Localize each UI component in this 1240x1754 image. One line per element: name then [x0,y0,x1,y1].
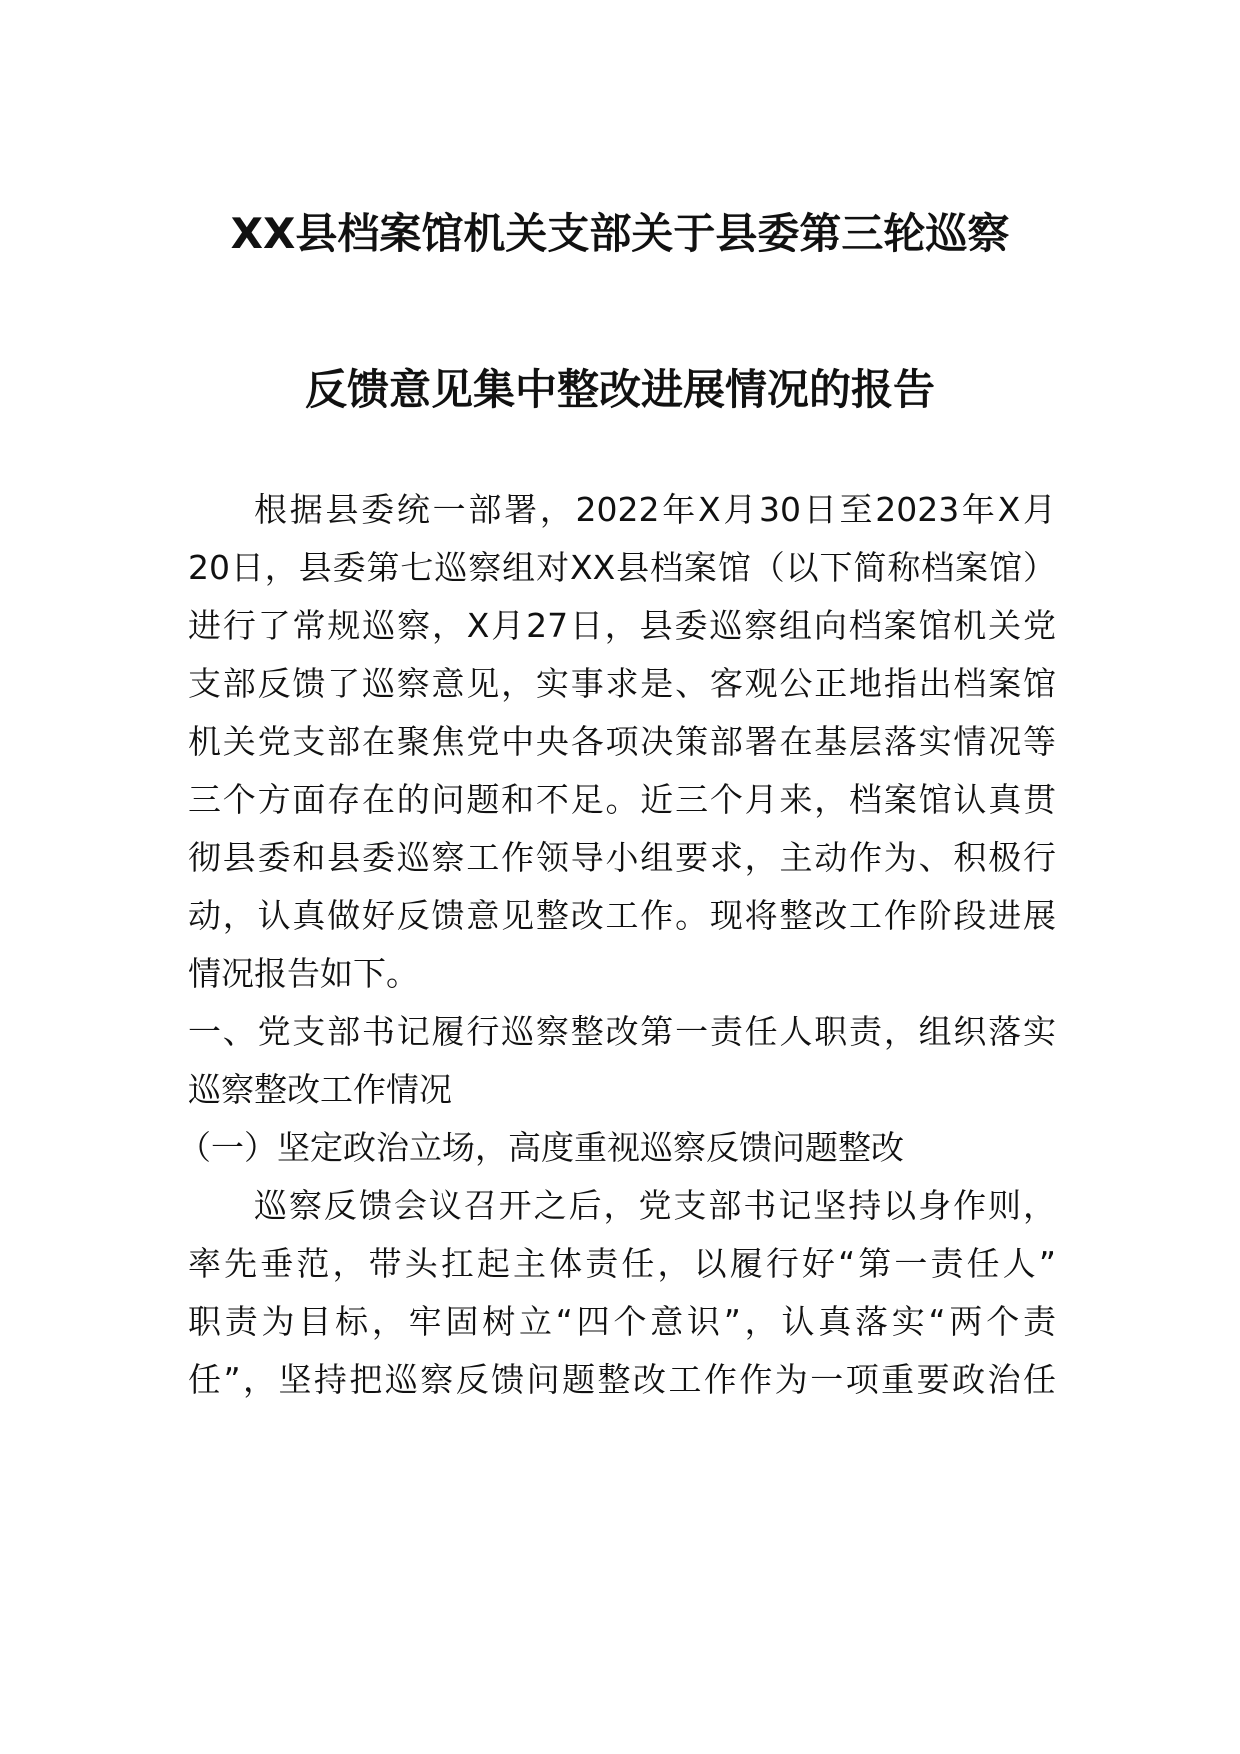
body-line: 任”，坚持把巡察反馈问题整改工作作为一项重要政治任 [188,1360,1056,1399]
body-line: 进行了常规巡察，X月27日，县委巡察组向档案馆机关党 [188,606,1056,645]
body-line: 情况报告如下。 [188,954,419,993]
body-line: 机关党支部在聚焦党中央各项决策部署在基层落实情况等 [188,722,1056,761]
body-line: 20日，县委第七巡察组对XX县档案馆（以下简称档案馆） [188,548,1056,587]
body-line: 根据县委统一部署，2022年X月30日至2023年X月 [254,490,1056,529]
body-line: 彻县委和县委巡察工作领导小组要求，主动作为、积极行 [188,838,1056,877]
body-line: 率先垂范，带头扛起主体责任，以履行好“第一责任人” [188,1244,1056,1283]
body-line: 巡察反馈会议召开之后，党支部书记坚持以身作则， [254,1186,1056,1225]
body-line: 支部反馈了巡察意见，实事求是、客观公正地指出档案馆 [188,664,1056,703]
section-heading-line: 一、党支部书记履行巡察整改第一责任人职责，组织落实 [188,1012,1056,1051]
document-title-line-1: XX县档案馆机关支部关于县委第三轮巡察 [230,209,1010,258]
document-title-line-2: 反馈意见集中整改进展情况的报告 [304,365,935,414]
body-line: 三个方面存在的问题和不足。近三个月来，档案馆认真贯 [188,780,1056,819]
subsection-heading: （一）坚定政治立场，高度重视巡察反馈问题整改 [178,1128,904,1167]
body-line: 职责为目标，牢固树立“四个意识”，认真落实“两个责 [188,1302,1056,1341]
body-line: 动，认真做好反馈意见整改工作。现将整改工作阶段进展 [188,896,1056,935]
section-heading-line: 巡察整改工作情况 [188,1070,452,1109]
